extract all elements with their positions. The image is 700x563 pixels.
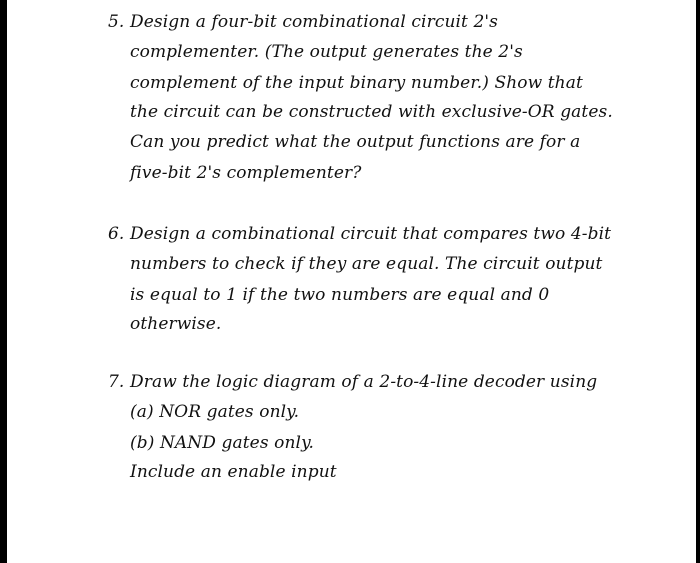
question-line: Can you predict what the output functions are for a	[130, 132, 581, 152]
question-line: the circuit can be constructed with exclusive-OR gates.	[130, 102, 613, 122]
question-number: 6.	[108, 224, 125, 244]
question-line: Design a four-bit combinational circuit 2's	[130, 12, 498, 32]
question-line: numbers to check if they are equal. The circuit output	[130, 254, 603, 274]
question-line: (a) NOR gates only.	[130, 402, 300, 422]
question-line: Draw the logic diagram of a 2-to-4-line decoder using	[130, 372, 598, 392]
question-line: (b) NAND gates only.	[130, 433, 315, 453]
question-line: complementer. (The output generates the 2's	[130, 42, 523, 62]
question-line: otherwise.	[130, 314, 222, 334]
question-line: complement of the input binary number.) Show that	[130, 73, 583, 93]
question-line: is equal to 1 if the two numbers are equal and 0	[130, 285, 550, 305]
right-page-edge	[696, 0, 700, 563]
question-line: Design a combinational circuit that compares two 4-bit	[130, 224, 612, 244]
question-line: five-bit 2's complementer?	[130, 163, 362, 183]
left-page-edge	[0, 0, 7, 563]
question-number: 5.	[108, 12, 125, 32]
question-line: Include an enable input	[130, 462, 337, 482]
question-number: 7.	[108, 372, 125, 392]
